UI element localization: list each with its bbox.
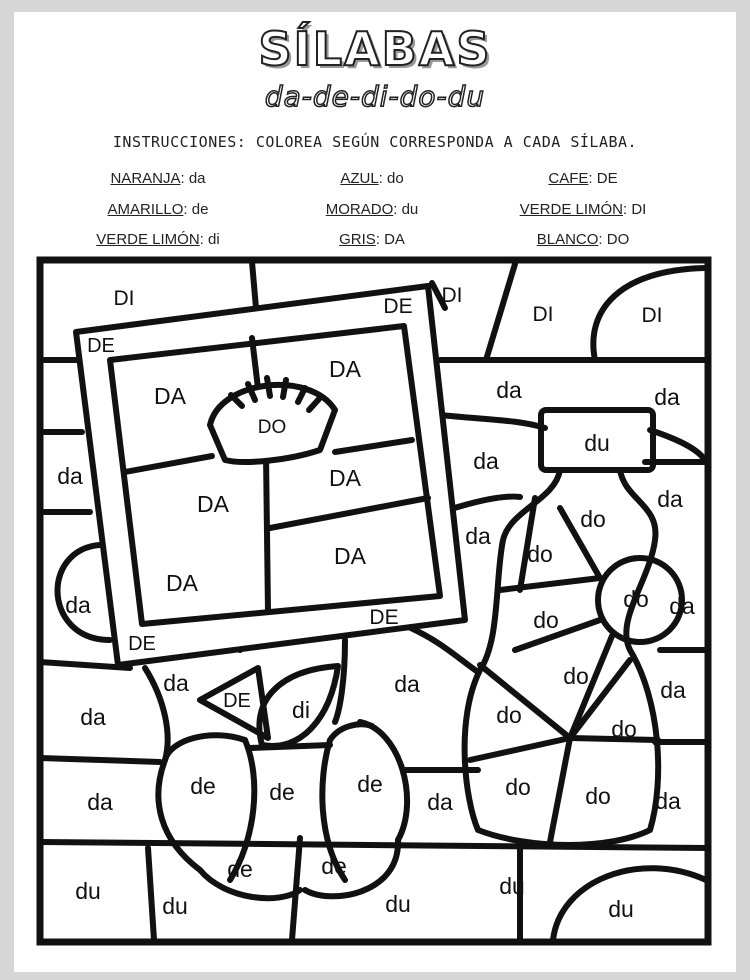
region-label[interactable]: de (357, 771, 383, 797)
key-color: BLANCO (536, 231, 599, 248)
key-color: NARANJA (110, 170, 181, 187)
region-label[interactable]: DA (329, 465, 361, 491)
key-item: VERDE LIMÓN: DI (519, 201, 647, 218)
key-color: AZUL (340, 170, 379, 187)
region-label[interactable]: do (563, 663, 589, 689)
key-item: VERDE LIMÓN: di (96, 231, 220, 248)
region-label[interactable]: du (75, 878, 101, 904)
key-syllable: de (191, 201, 209, 218)
worksheet-subtitle: da-de-di-do-du (264, 80, 486, 113)
key-item: AZUL: do (340, 170, 404, 187)
region-label[interactable]: DA (154, 383, 186, 409)
key-item: GRIS: DA (339, 231, 405, 248)
key-syllable: di (208, 231, 220, 248)
region-label[interactable]: do (527, 541, 553, 567)
region-label[interactable]: du (608, 896, 634, 922)
region-label[interactable]: DE (128, 633, 156, 655)
region-label[interactable]: DA (166, 570, 198, 596)
key-color: MORADO (325, 201, 394, 218)
region-label[interactable]: da (57, 463, 83, 489)
region-label[interactable]: du (584, 430, 610, 456)
region-label[interactable]: da (465, 523, 491, 549)
key-item: AMARILLO: de (107, 201, 209, 218)
key-syllable: do (387, 170, 404, 187)
key-syllable: DE (596, 170, 618, 187)
region-label[interactable]: da (394, 671, 420, 697)
region-label[interactable]: de (190, 773, 216, 799)
region-label[interactable]: DE (369, 606, 399, 629)
region-label[interactable]: do (505, 774, 531, 800)
region-label[interactable]: da (660, 677, 686, 703)
region-label[interactable]: do (533, 607, 559, 633)
region-label[interactable]: da (657, 486, 683, 512)
region-label[interactable]: do (496, 702, 522, 728)
region-label[interactable]: da (496, 377, 522, 403)
region-label[interactable]: da (669, 593, 695, 619)
region-label[interactable]: di (292, 697, 310, 723)
region-label[interactable]: da (163, 670, 189, 696)
worksheet-title: SÍLABAS (258, 22, 492, 76)
region-label[interactable]: da (654, 384, 680, 410)
key-color: VERDE LIMÓN (96, 231, 200, 248)
region-label[interactable]: DA (329, 356, 361, 382)
key-item: NARANJA: da (110, 170, 206, 187)
region-label[interactable]: DI (641, 304, 663, 327)
region-label[interactable]: DA (197, 491, 229, 517)
region-label[interactable]: DE (383, 295, 413, 318)
region-label[interactable]: do (585, 783, 611, 809)
region-label[interactable]: DI (441, 284, 463, 307)
region-label[interactable]: da (473, 448, 499, 474)
key-color: GRIS (339, 231, 376, 248)
region-label[interactable]: do (611, 716, 637, 742)
region-label[interactable]: da (65, 592, 91, 618)
region-label[interactable]: DE (223, 690, 251, 712)
region-label[interactable]: da (87, 789, 113, 815)
key-color: CAFE (548, 170, 589, 187)
region-label[interactable]: DE (87, 335, 115, 357)
region-label[interactable]: da (655, 788, 681, 814)
region-label[interactable]: DO (257, 417, 287, 438)
region-label[interactable]: da (80, 704, 106, 730)
key-syllable: da (188, 170, 206, 187)
key-item: BLANCO: DO (536, 231, 630, 248)
key-syllable: DA (384, 231, 405, 248)
region-label[interactable]: de (321, 853, 347, 879)
region-label[interactable]: du (162, 893, 188, 919)
region-label[interactable]: da (427, 789, 453, 815)
key-color: VERDE LIMÓN (519, 201, 624, 218)
region-label[interactable]: de (269, 779, 295, 805)
instructions-text: INSTRUCCIONES: COLOREA SEGÚN CORRESPONDA A CADA SÍLABA. (112, 133, 638, 151)
key-color: AMARILLO (107, 201, 184, 218)
region-label[interactable]: do (623, 586, 649, 612)
region-label[interactable]: DA (334, 543, 366, 569)
region-label[interactable]: DI (532, 303, 554, 326)
region-label[interactable]: du (499, 873, 525, 899)
region-label[interactable]: du (385, 891, 411, 917)
region-label[interactable]: do (580, 506, 606, 532)
region-label[interactable]: de (227, 856, 253, 882)
key-item: MORADO: du (325, 201, 419, 218)
region-label[interactable]: DI (113, 287, 135, 310)
key-item: CAFE: DE (548, 170, 618, 187)
key-syllable: DI (631, 201, 647, 218)
key-syllable: du (401, 201, 419, 218)
key-syllable: DO (606, 231, 630, 248)
